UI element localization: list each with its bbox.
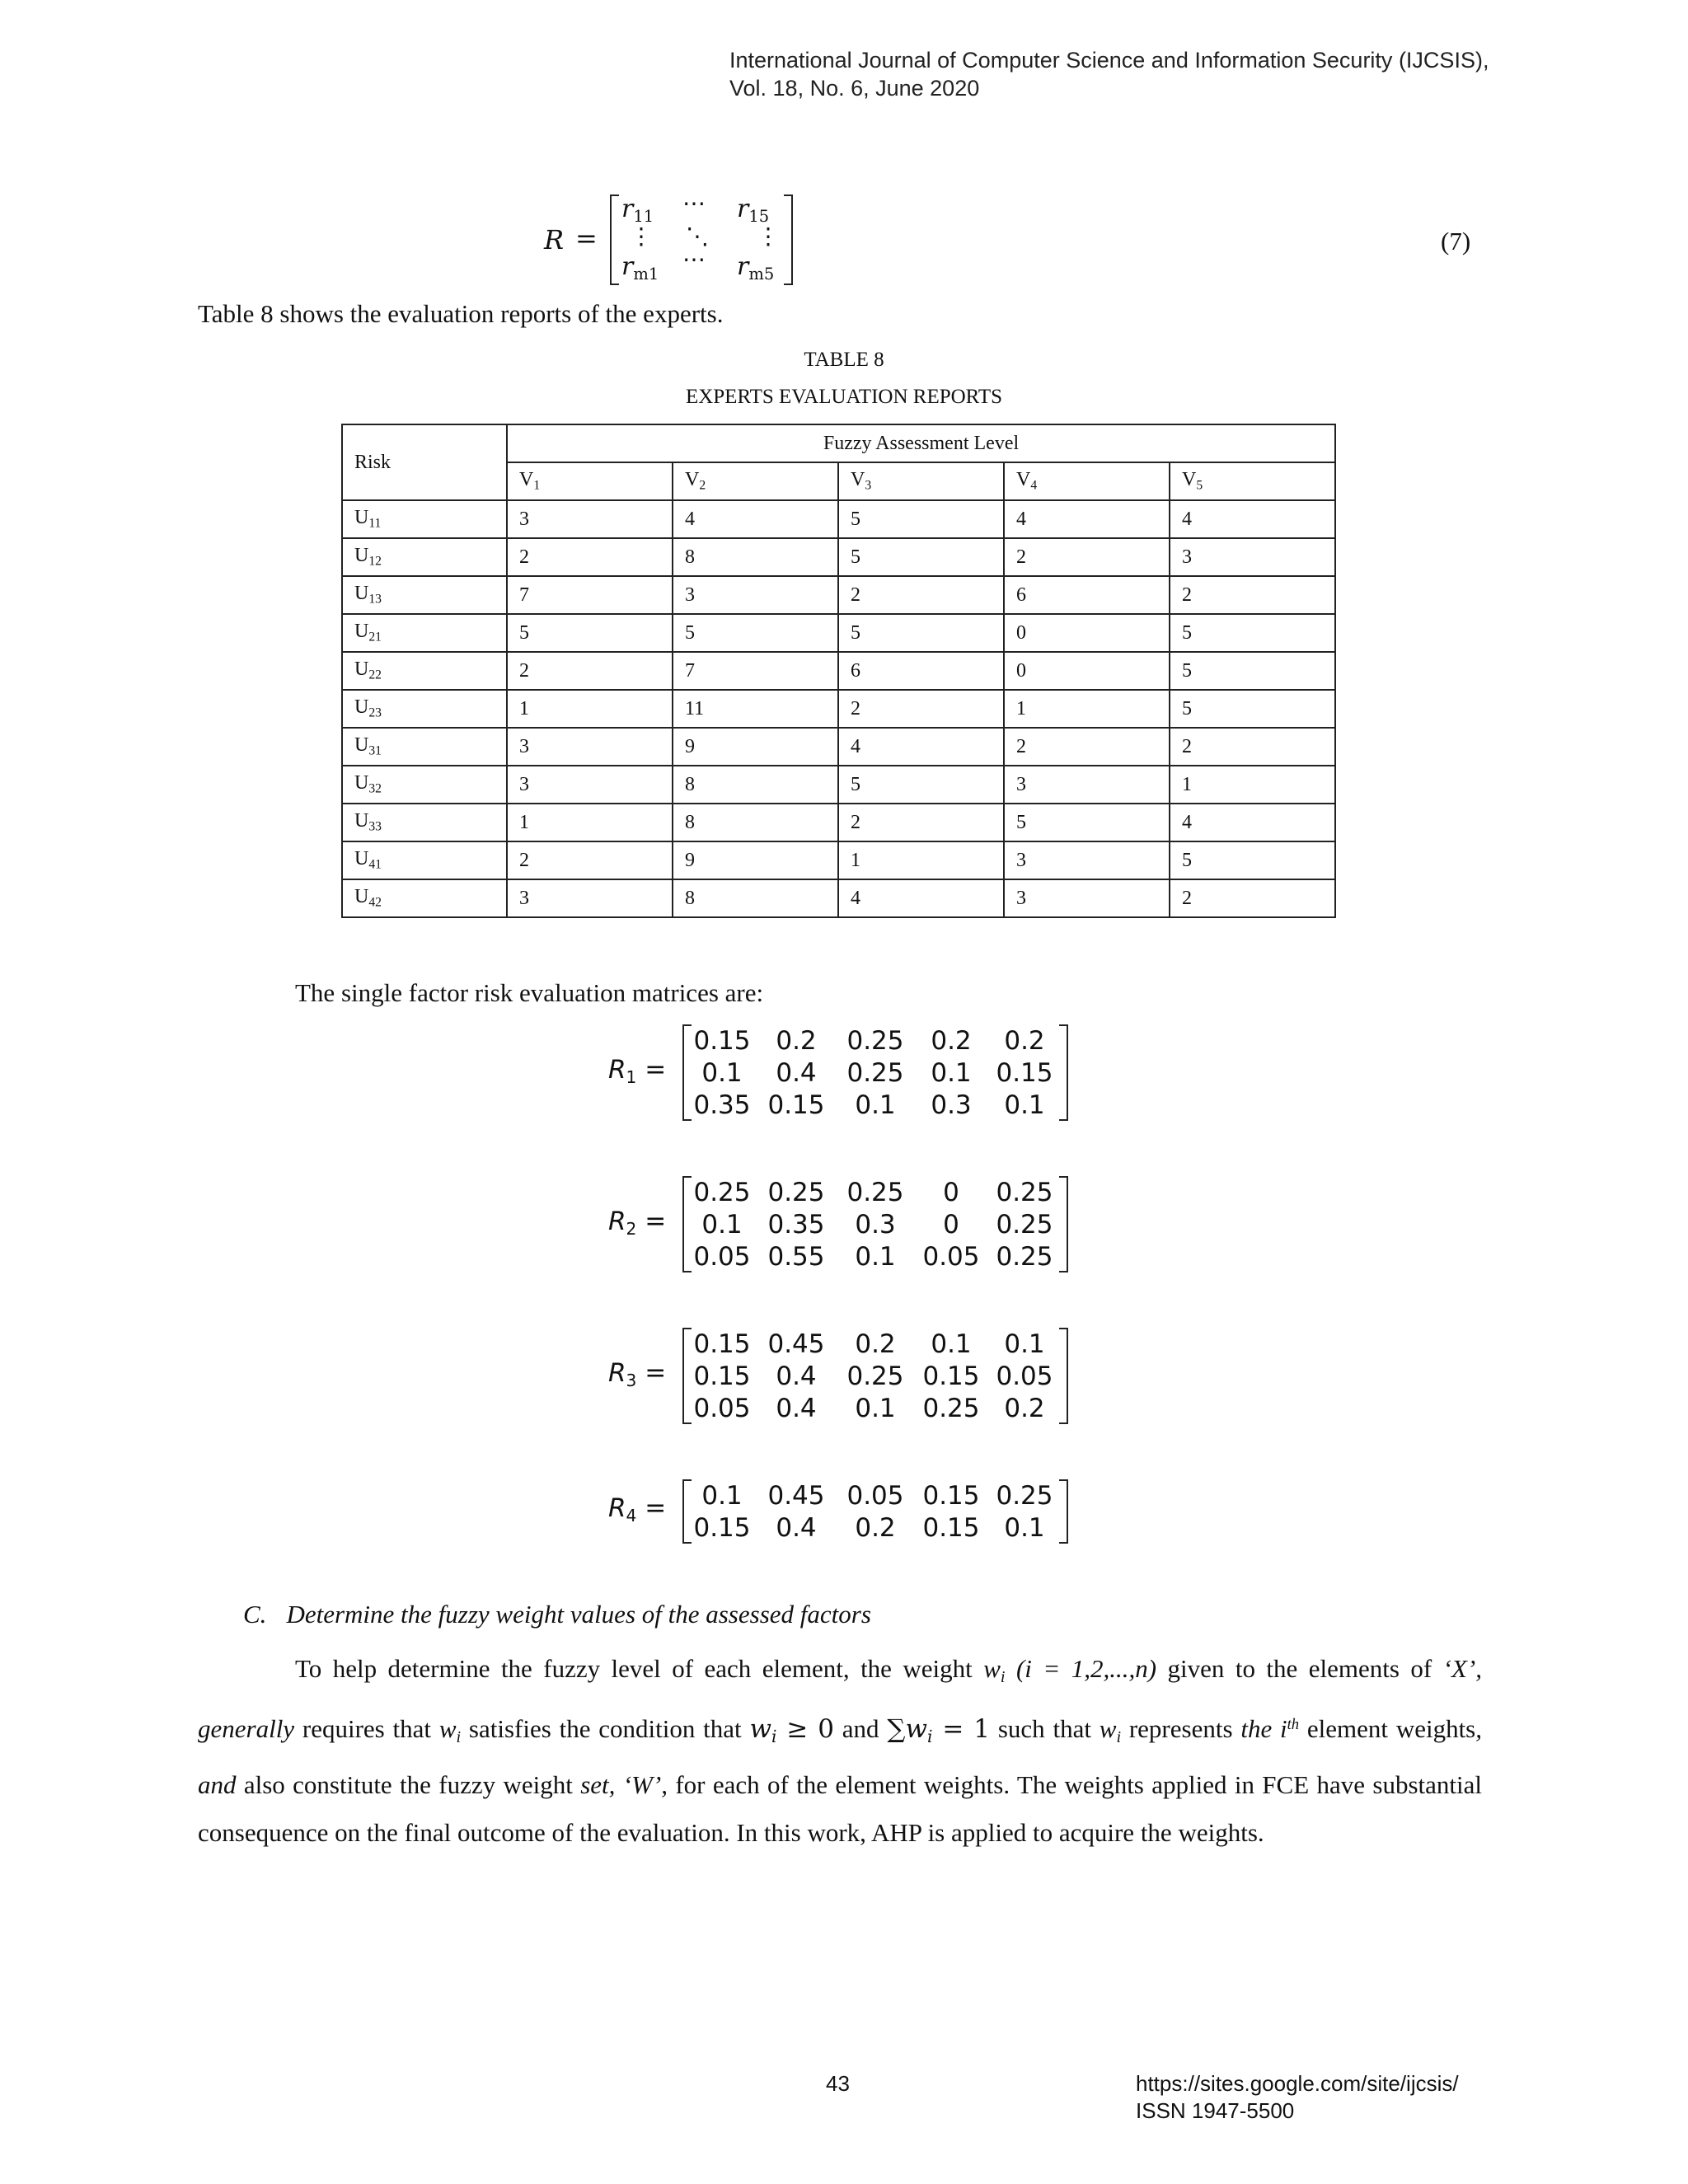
matrix-cell: 0.4 — [776, 1361, 817, 1391]
table-cell: 5 — [838, 614, 1004, 652]
matrix-cell: 0.25 — [846, 1177, 904, 1207]
row-label: $U_{33}$ — [342, 804, 507, 841]
matrix-cell: 0.35 — [767, 1209, 825, 1240]
matrix-cell: 0.05 — [693, 1393, 751, 1423]
table-cell: 3 — [507, 766, 673, 804]
table-cell: 2 — [507, 538, 673, 576]
matrix-cell: 0.45 — [767, 1329, 825, 1359]
matrix-entry: r — [621, 194, 634, 223]
matrix-cell: 0.1 — [701, 1480, 743, 1511]
matrix-cell: 0.1 — [1004, 1090, 1045, 1120]
table-cell: 1 — [507, 804, 673, 841]
table-cell: 5 — [838, 500, 1004, 538]
matrix-cell: 0.15 — [922, 1361, 980, 1391]
matrix-cell: 0.25 — [846, 1025, 904, 1056]
column-header: $V_1$ — [507, 462, 673, 500]
matrix-cell: 0.2 — [1004, 1025, 1045, 1056]
matrix-cell: 0.2 — [1004, 1393, 1045, 1423]
table-cell: 0 — [1004, 614, 1170, 652]
matrix-cell: 0.25 — [846, 1057, 904, 1088]
column-header: $V_4$ — [1004, 462, 1170, 500]
equation-7-matrix: $r_{11}$ ⋯ $r_{15}$ ⋮ ⋱ ⋮ $r_{m1}$ ⋯ $r_{m5}$ — [610, 194, 793, 285]
table-cell: 5 — [507, 614, 673, 652]
table-cell: 5 — [1170, 841, 1335, 879]
table-cell: 2 — [1170, 728, 1335, 766]
table-cell: 8 — [673, 538, 838, 576]
table-cell: 4 — [1004, 500, 1170, 538]
matrix-cell: 0.1 — [855, 1241, 896, 1272]
section-heading — [243, 1600, 871, 1629]
matrix-cell: 0.1 — [931, 1057, 972, 1088]
matrix-label: $R_2$ = — [608, 1206, 667, 1239]
table-row — [342, 766, 1335, 804]
fuzzy-assessment-header: Fuzzy Assessment Level — [507, 424, 1335, 462]
table-title: EXPERTS EVALUATION REPORTS — [685, 386, 1003, 408]
matrix-cell: 0.05 — [922, 1241, 980, 1272]
journal-volume: Vol. 18, No. 6, June 2020 — [729, 76, 980, 101]
table-cell: 3 — [507, 500, 673, 538]
matrix-cell: 0.2 — [855, 1329, 896, 1359]
table-intro-sentence: Table 8 shows the evaluation reports of the experts. — [198, 299, 724, 328]
table-cell: 2 — [1004, 538, 1170, 576]
matrix-cell: 0.1 — [701, 1209, 743, 1240]
row-label: $U_{21}$ — [342, 614, 507, 652]
matrix-label: $R_4$ = — [608, 1493, 667, 1526]
matrix-cell: 0.05 — [693, 1241, 751, 1272]
column-header: $V_2$ — [673, 462, 838, 500]
table-cell: 2 — [1004, 728, 1170, 766]
table-cell: 6 — [1004, 576, 1170, 614]
matrix-body — [682, 1328, 1068, 1424]
matrix-cell: 0.3 — [855, 1209, 896, 1240]
matrix-cell: 0.35 — [693, 1090, 751, 1120]
table-cell: 5 — [1170, 652, 1335, 690]
table-row — [342, 728, 1335, 766]
table-cell: 2 — [838, 690, 1004, 728]
matrix-cell: 0.15 — [693, 1025, 751, 1056]
row-label: $U_{12}$ — [342, 538, 507, 576]
journal-header — [729, 46, 1489, 102]
equation-7-lhs: R — [544, 224, 565, 255]
row-label: $U_{22}$ — [342, 652, 507, 690]
matrix-cell: 0.1 — [855, 1090, 896, 1120]
matrix-cell: 0.15 — [922, 1480, 980, 1511]
matrix-cell: 0.15 — [693, 1512, 751, 1543]
row-label: $U_{32}$ — [342, 766, 507, 804]
matrix-cell: 0 — [943, 1177, 959, 1207]
table-row — [342, 841, 1335, 879]
table-cell: 4 — [838, 728, 1004, 766]
row-label: $U_{31}$ — [342, 728, 507, 766]
table-cell: 3 — [507, 728, 673, 766]
table-row — [342, 538, 1335, 576]
matrix-cell: 0.55 — [767, 1241, 825, 1272]
matrix-cell: 0.2 — [776, 1025, 817, 1056]
equation-7: R = $r_{11}$ ⋯ $r_{15}$ ⋮ ⋱ ⋮ $r_{m1}$ ⋯ $r_{m5}$ — [544, 190, 816, 288]
table-cell: 2 — [838, 804, 1004, 841]
matrix-label: $R_3$ = — [608, 1357, 667, 1390]
matrix-cell: 0 — [943, 1209, 959, 1240]
matrix-cell: 0.25 — [693, 1177, 751, 1207]
table-cell: 5 — [673, 614, 838, 652]
table-cell: 2 — [507, 652, 673, 690]
table-cell: 5 — [838, 538, 1004, 576]
table-row — [342, 652, 1335, 690]
table-row — [342, 804, 1335, 841]
matrix-cell: 0.15 — [922, 1512, 980, 1543]
table-cell: 3 — [507, 879, 673, 917]
table-cell: 3 — [1004, 841, 1170, 879]
matrix-entry: r — [621, 252, 634, 281]
row-label: $U_{41}$ — [342, 841, 507, 879]
table-cell: 6 — [838, 652, 1004, 690]
matrix-cell: 0.25 — [996, 1177, 1053, 1207]
column-header: $V_5$ — [1170, 462, 1335, 500]
matrix-cell: 0.1 — [855, 1393, 896, 1423]
table-cell: 1 — [838, 841, 1004, 879]
table-cell: 7 — [673, 652, 838, 690]
table-cell: 3 — [1004, 879, 1170, 917]
matrix-cell: 0.15 — [693, 1361, 751, 1391]
table-cell: 4 — [1170, 500, 1335, 538]
matrix-cell: 0.2 — [855, 1512, 896, 1543]
page-number: 43 — [826, 2071, 850, 2096]
matrix-cell: 0.25 — [996, 1480, 1053, 1511]
table-cell: 11 — [673, 690, 838, 728]
table-cell: 5 — [1170, 690, 1335, 728]
matrix-body — [682, 1024, 1068, 1121]
row-label: $U_{42}$ — [342, 879, 507, 917]
footer-info — [1136, 2070, 1459, 2125]
table-cell: 0 — [1004, 652, 1170, 690]
column-header: $V_3$ — [838, 462, 1004, 500]
table-cell: 3 — [1004, 766, 1170, 804]
table-cell: 4 — [673, 500, 838, 538]
table-cell: 5 — [1170, 614, 1335, 652]
table-8 — [341, 424, 1336, 918]
matrix-cell: 0.25 — [922, 1393, 980, 1423]
table-cell: 4 — [1170, 804, 1335, 841]
table-row — [342, 690, 1335, 728]
table-row — [342, 576, 1335, 614]
table-cell: 2 — [507, 841, 673, 879]
row-label: $U_{11}$ — [342, 500, 507, 538]
table-cell: 9 — [673, 728, 838, 766]
matrices-intro: The single factor risk evaluation matrices are: — [295, 978, 764, 1007]
matrix-cell: 0.15 — [996, 1057, 1053, 1088]
journal-title: International Journal of Computer Science and Information Security (IJCSIS), — [729, 48, 1489, 73]
table-cell: 9 — [673, 841, 838, 879]
table-cell: 8 — [673, 879, 838, 917]
section-letter: C. — [243, 1600, 267, 1629]
table-cell: 3 — [673, 576, 838, 614]
matrix-cell: 0.4 — [776, 1393, 817, 1423]
matrix-cell: 0.25 — [767, 1177, 825, 1207]
table-cell: 2 — [1170, 576, 1335, 614]
matrix-cell: 0.25 — [996, 1209, 1053, 1240]
table-cell: 1 — [1170, 766, 1335, 804]
matrix-cell: 0.05 — [996, 1361, 1053, 1391]
matrix-cell: 0.45 — [767, 1480, 825, 1511]
table-cell: 8 — [673, 766, 838, 804]
matrix-cell: 0.4 — [776, 1057, 817, 1088]
table-row — [342, 879, 1335, 917]
section-title: Determine the fuzzy weight values of the assessed factors — [286, 1600, 871, 1629]
matrix-cell: 0.25 — [996, 1241, 1053, 1272]
row-label: $U_{13}$ — [342, 576, 507, 614]
table-row — [342, 500, 1335, 538]
matrix-cell: 0.05 — [846, 1480, 904, 1511]
table-cell: 7 — [507, 576, 673, 614]
table-cell: 4 — [838, 879, 1004, 917]
equation-number: (7) — [1441, 227, 1471, 255]
matrix-body — [682, 1479, 1068, 1544]
matrix-label: $R_1$ = — [608, 1054, 667, 1087]
matrix-cell: 0.25 — [846, 1361, 904, 1391]
row-label: $U_{23}$ — [342, 690, 507, 728]
weights-paragraph: To help determine the fuzzy level of each element, the weight $w_i$ (i = 1,2,...,n) given to the elements of ‘X’, generally requires that $w_i$ satisfies the condition that $w_i \ge 0$ and $\sum w_i = 1$ such that $w_i$ represents the $i^{th}$ element weights, and also constitute the fuzzy weight set, ‘W’, for each of the element weights. The weights applied in FCE have substantial consequence on the final outcome of the evaluation. In this work, AHP is applied to acquire the weights. — [198, 1654, 1483, 1848]
table-cell: 2 — [838, 576, 1004, 614]
matrix-entry: r — [737, 252, 749, 281]
risk-header: Risk — [342, 424, 507, 500]
matrix-cell: 0.15 — [693, 1329, 751, 1359]
matrix-cell: 0.1 — [931, 1329, 972, 1359]
table-cell: 1 — [507, 690, 673, 728]
matrix-cell: 0.3 — [931, 1090, 972, 1120]
table-cell: 2 — [1170, 879, 1335, 917]
table-cell: 1 — [1004, 690, 1170, 728]
table-row — [342, 614, 1335, 652]
table-cell: 3 — [1170, 538, 1335, 576]
matrix-cell: 0.1 — [701, 1057, 743, 1088]
footer-url: https://sites.google.com/site/ijcsis/ — [1136, 2071, 1459, 2096]
matrix-cell: 0.2 — [931, 1025, 972, 1056]
footer-issn: ISSN 1947-5500 — [1136, 2098, 1295, 2123]
matrix-cell: 0.1 — [1004, 1512, 1045, 1543]
table-cell: 5 — [838, 766, 1004, 804]
table-cell: 5 — [1004, 804, 1170, 841]
matrix-cell: 0.4 — [776, 1512, 817, 1543]
table-cell: 8 — [673, 804, 838, 841]
matrix-entry: r — [737, 194, 749, 223]
matrix-cell: 0.1 — [1004, 1329, 1045, 1359]
matrix-body — [682, 1176, 1068, 1272]
table-label: TABLE 8 — [804, 349, 884, 371]
matrix-cell: 0.15 — [767, 1090, 825, 1120]
